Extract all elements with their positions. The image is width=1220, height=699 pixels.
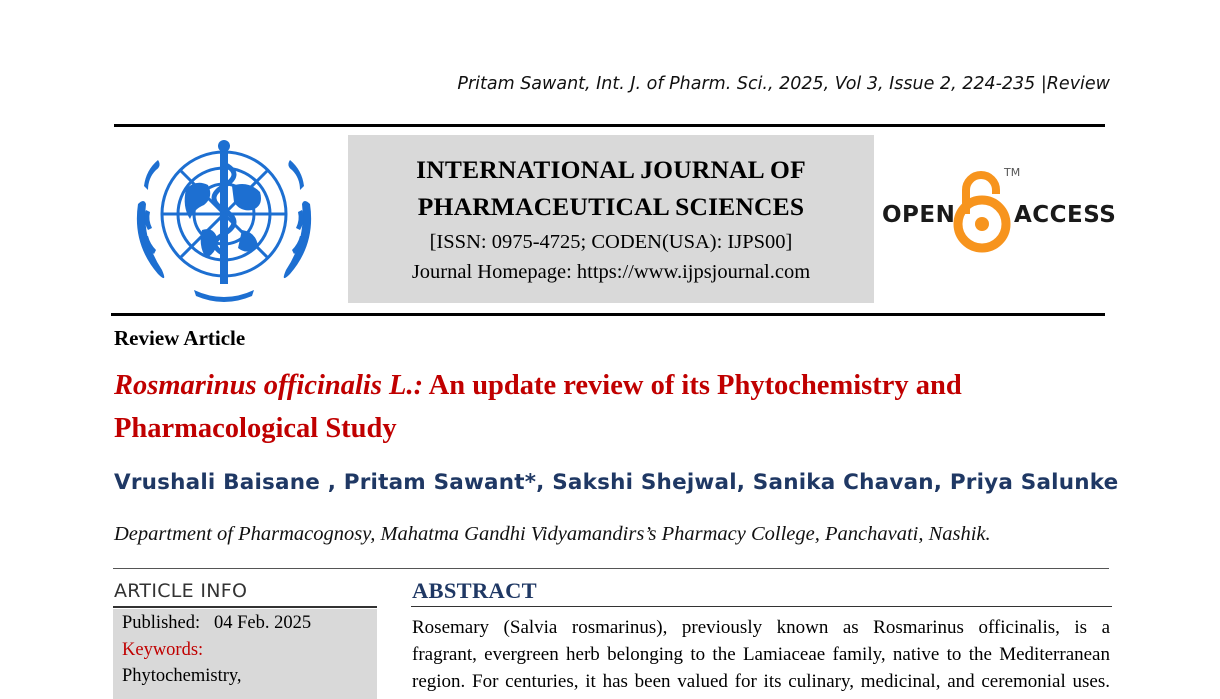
trademark-mark: TM xyxy=(1004,166,1021,179)
article-type: Review Article xyxy=(114,326,246,350)
published-date: 04 Feb. 2025 xyxy=(214,613,312,633)
abstract-line: region. For centuries, it has been valued for its culinary, medicinal, and ceremonial uses. xyxy=(412,671,1110,692)
open-access-access-text: ACCESS xyxy=(1014,202,1117,228)
journal-masthead-box xyxy=(348,135,874,303)
masthead-top-rule xyxy=(114,124,1105,127)
open-access-logo xyxy=(880,164,1117,254)
title-text: An update review of its Phytochemistry and Pharmacological Study xyxy=(114,370,962,444)
abstract-line: fragrant, evergreen herb belonging to the Lamiaceae family, native to the Mediterranean xyxy=(412,644,1110,665)
journal-emblem-logo xyxy=(124,134,324,306)
article-info-heading: ARTICLE INFO xyxy=(114,580,248,602)
author-list: Vrushali Baisane , Pritam Sawant*, Sakshi Shejwal, Sanika Chavan, Priya Salunke xyxy=(114,470,1119,495)
article-title xyxy=(114,364,1104,450)
journal-issn: [ISSN: 0975-4725; CODEN(USA): IJPS00] xyxy=(429,231,793,253)
abstract-text xyxy=(412,614,1110,695)
journal-name-line1: INTERNATIONAL JOURNAL OF xyxy=(416,155,806,184)
published-line xyxy=(122,613,311,634)
abstract-rule xyxy=(411,606,1112,607)
running-head: Pritam Sawant, Int. J. of Pharm. Sci., 2025, Vol 3, Issue 2, 224-235 |Review xyxy=(457,74,1110,94)
keyword-item: Phytochemistry, xyxy=(122,666,242,686)
journal-name-line2: PHARMACEUTICAL SCIENCES xyxy=(417,192,805,221)
masthead-bottom-rule xyxy=(111,313,1105,316)
journal-homepage[interactable]: Journal Homepage: https://www.ijpsjournal.com xyxy=(411,261,811,283)
article-info-rule xyxy=(113,606,377,608)
open-access-open-text: OPEN xyxy=(882,202,956,228)
abstract-line: Rosemary (Salvia rosmarinus), previously known as Rosmarinus officinalis, is a xyxy=(412,617,1110,638)
section-divider xyxy=(113,568,1109,569)
published-label: Published: xyxy=(122,613,201,633)
author-affiliation: Department of Pharmacognosy, Mahatma Gandhi Vidyamandirs’s Pharmacy College, Panchavati, Nashik. xyxy=(114,523,991,545)
journal-name xyxy=(348,151,874,225)
keywords-label: Keywords: xyxy=(122,640,204,660)
title-scientific-name: Rosmarinus officinalis L.: xyxy=(114,370,424,401)
abstract-heading: ABSTRACT xyxy=(412,578,537,603)
article-info-box xyxy=(113,609,377,699)
